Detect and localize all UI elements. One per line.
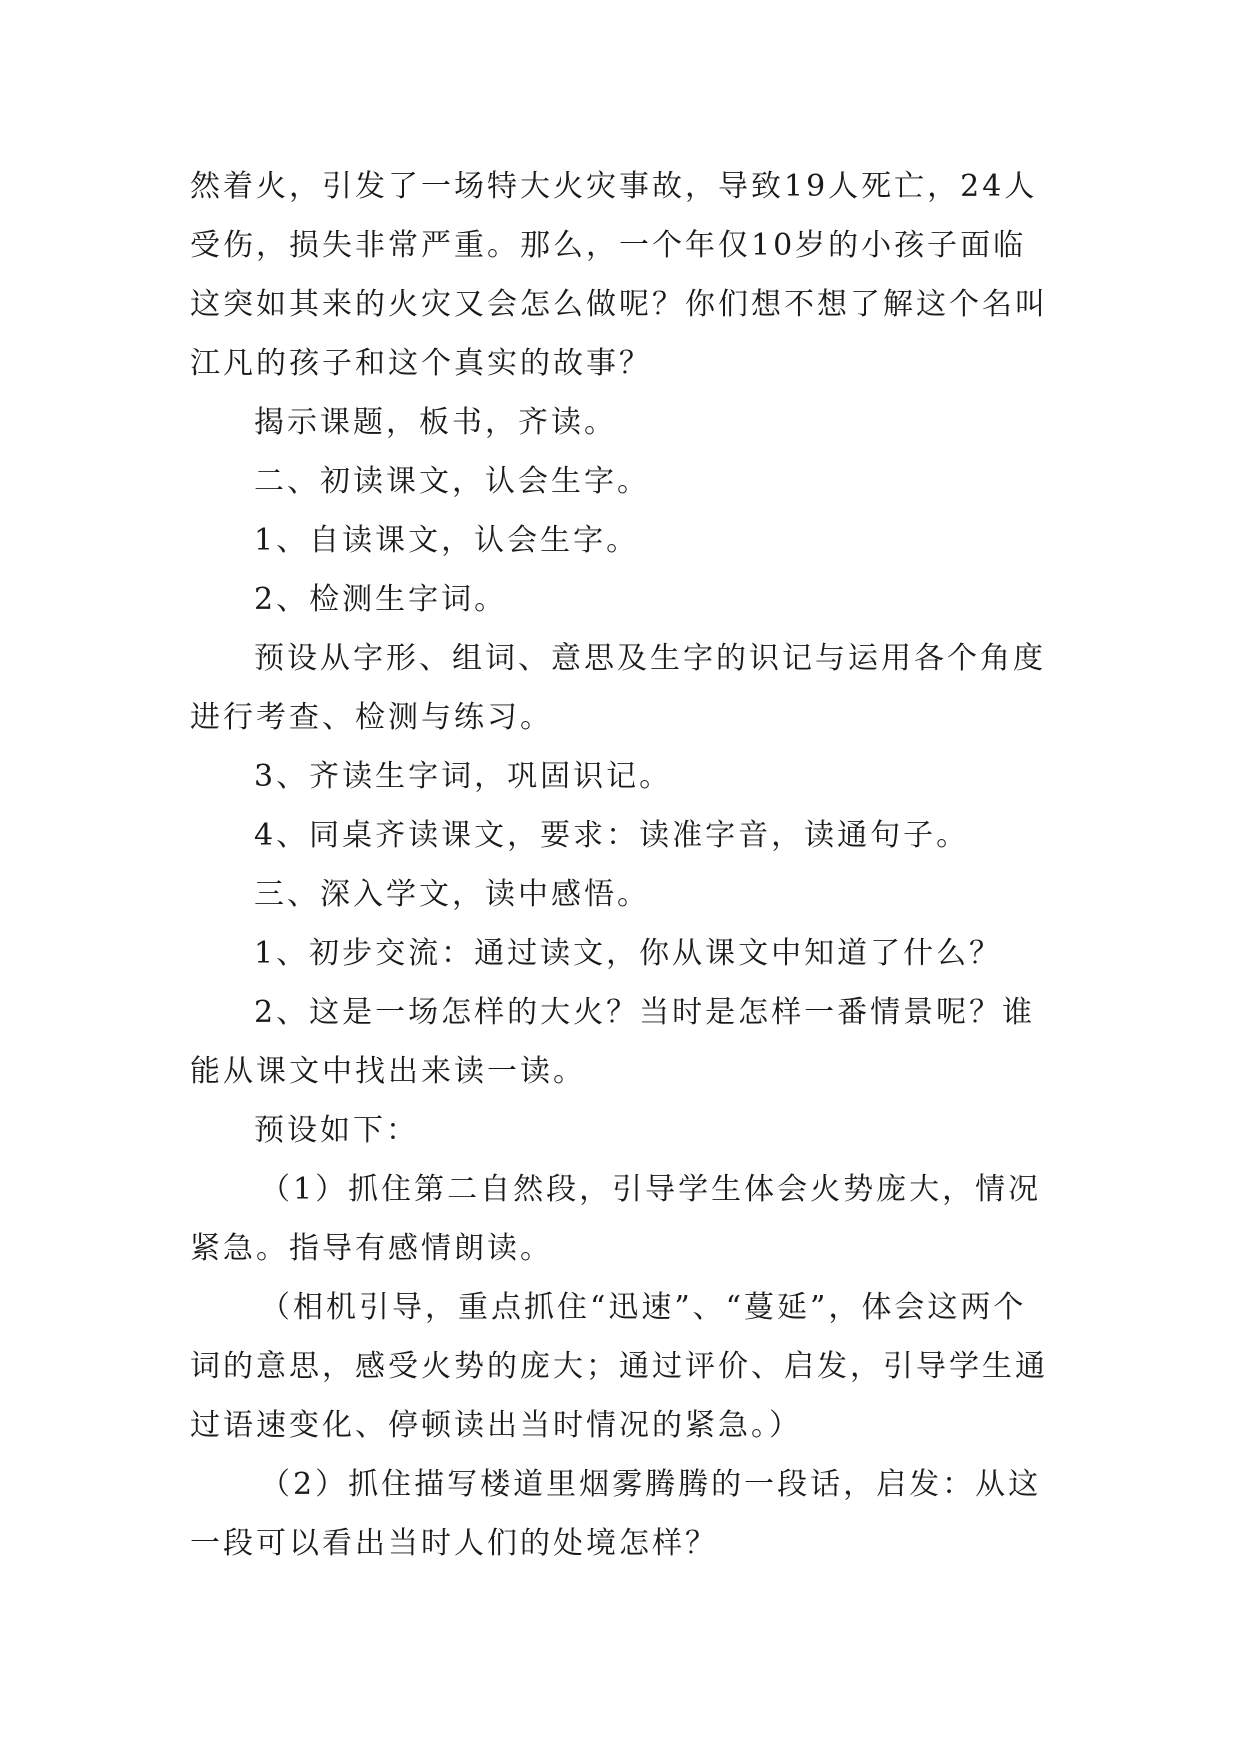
paragraph-reveal-title: 揭示课题，板书，齐读。 [254,405,617,440]
document-body [190,157,1055,1573]
list-item-read-words: 3、齐读生字词，巩固识记。 [254,759,673,794]
paragraph-preset-check: 预设从字形、组词、意思及生字的识记与运用各个角度进行考查、检测与练习。 [190,641,1046,735]
list-item-preset-two: （2）抓住描写楼道里烟雾腾腾的一段话，启发：从这一段可以看出当时人们的处境怎样？ [190,1467,1042,1561]
paragraph-preset-following: 预设如下： [254,1113,419,1148]
list-item-self-reading: 1、自读课文，认会生字。 [254,523,640,558]
paragraph-intro-continuation: 然着火，引发了一场特大火灾事故，导致19人死亡，24人受伤，损失非常严重。那么，一个年仅10岁的小孩子面临这突如其来的火灾又会怎么做呢？你们想不想了解这个名叫江凡的孩子和这个真实的故事？ [190,169,1048,381]
list-item-check-words: 2、检测生字词。 [254,582,508,617]
list-item-fire-scene: 2、这是一场怎样的大火？当时是怎样一番情景呢？谁能从课文中找出来读一读。 [190,995,1036,1089]
list-item-pair-reading: 4、同桌齐读课文，要求：读准字音，读通句子。 [254,818,970,853]
section-heading-deep-study: 三、深入学文，读中感悟。 [254,877,650,912]
list-item-preset-one: （1）抓住第二自然段，引导学生体会火势庞大，情况紧急。指导有感情朗读。 [190,1172,1042,1266]
section-heading-first-reading: 二、初读课文，认会生字。 [254,464,650,499]
list-item-initial-discussion: 1、初步交流：通过读文，你从课文中知道了什么？ [254,936,1003,971]
paragraph-guidance-note: （相机引导，重点抓住“迅速”、“蔓延”，体会这两个词的意思，感受火势的庞大；通过评价、启发，引导学生通过语速变化、停顿读出当时情况的紧急。） [190,1290,1048,1443]
